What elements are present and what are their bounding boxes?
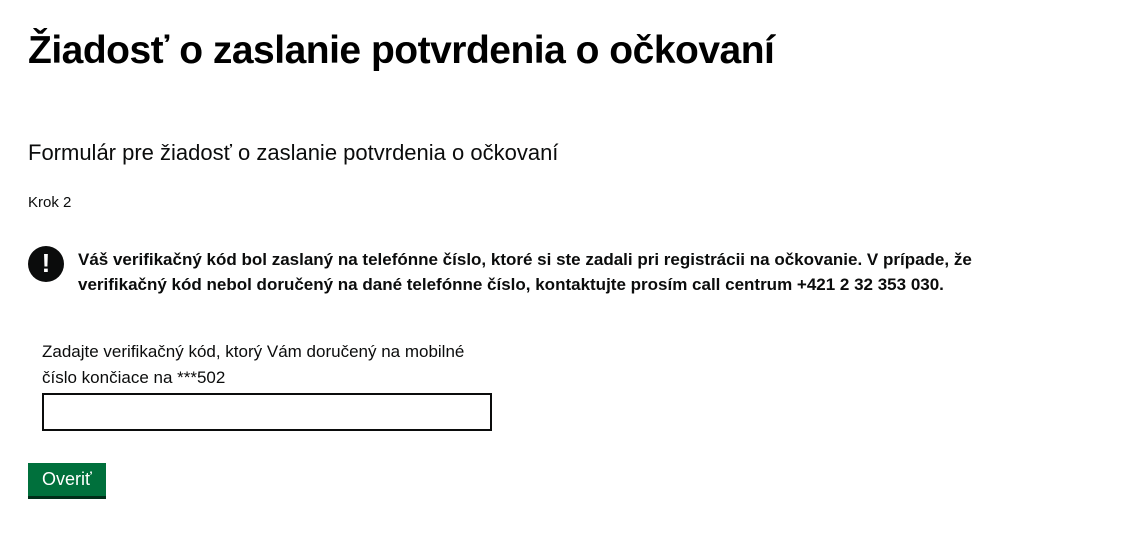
verify-button[interactable]: Overiť (28, 463, 106, 496)
alert-text-line-2: verifikačný kód nebol doručený na dané telefónne číslo, kontaktujte prosím call centrum +421 2 32 353 030. (78, 275, 944, 294)
verification-code-alert (28, 246, 1144, 297)
page-title: Žiadosť o zaslanie potvrdenia o očkovaní (28, 29, 775, 72)
verification-code-input[interactable] (42, 393, 492, 431)
exclamation-icon: ! (28, 246, 64, 282)
alert-text (78, 246, 972, 297)
step-indicator: Krok 2 (28, 194, 72, 211)
verification-code-form-group (42, 339, 1144, 431)
alert-text-line-1: Váš verifikačný kód bol zaslaný na telefónne číslo, ktoré si ste zadali pri registrácii na očkovanie. V prípade, že (78, 250, 972, 269)
verification-code-label-line-1: Zadajte verifikačný kód, ktorý Vám doručený na mobilné (42, 342, 465, 361)
page-subtitle: Formulár pre žiadosť o zaslanie potvrdenia o očkovaní (28, 140, 559, 165)
verification-code-label (42, 339, 1144, 391)
verification-code-label-line-2: číslo končiace na ***502 (42, 368, 226, 387)
